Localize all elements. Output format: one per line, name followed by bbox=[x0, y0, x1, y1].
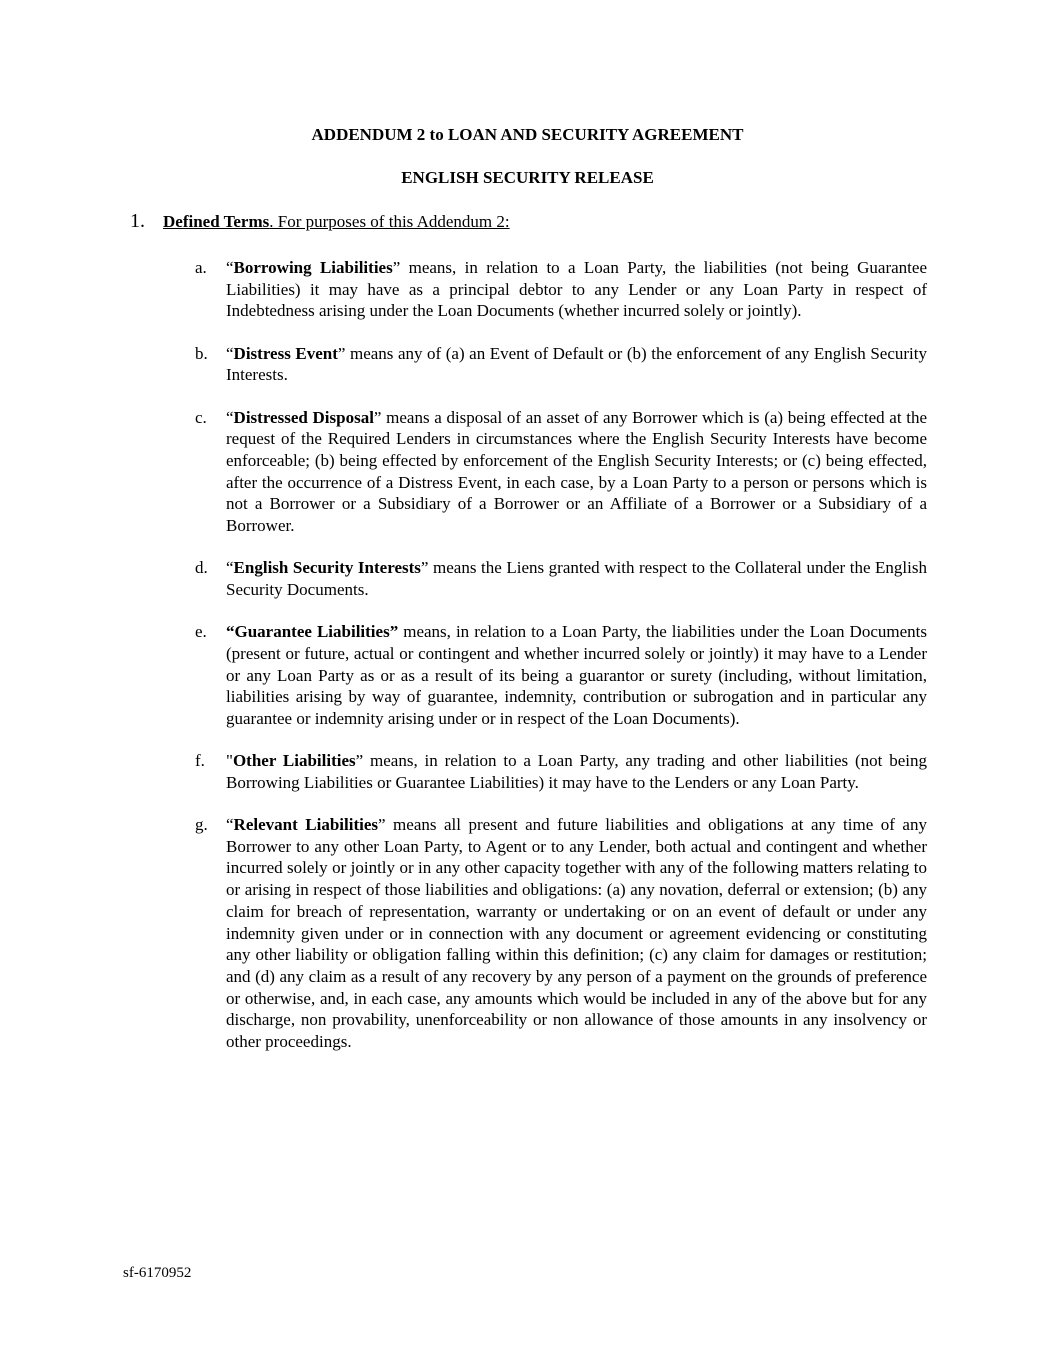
section-heading bbox=[130, 210, 510, 233]
definition-item bbox=[195, 257, 927, 322]
definition-term: “Guarantee Liabilities” bbox=[226, 622, 399, 642]
open-quote: “ bbox=[226, 258, 234, 277]
definition-text: means, in relation to a Loan Party, any trading and other liabilities (not being Borrowing Liabilities or Guarantee Liabilities) it may have to the Lenders or any Loan Party. bbox=[226, 751, 927, 792]
definition-term: Relevant Liabilities bbox=[233, 815, 378, 835]
open-quote: “ bbox=[226, 407, 234, 427]
definition-term: Borrowing Liabilities bbox=[233, 258, 393, 277]
definition-term: Distress Event bbox=[233, 343, 338, 363]
definition-item bbox=[195, 814, 927, 1053]
definition-letter: e. bbox=[195, 622, 207, 642]
close-quote: ” bbox=[355, 751, 364, 771]
definition-letter: c. bbox=[195, 407, 207, 427]
document-title: ADDENDUM 2 to LOAN AND SECURITY AGREEMENT bbox=[311, 125, 744, 144]
definition-text: means any of (a) an Event of Default or (b) the enforcement of any English Security Interests. bbox=[226, 343, 927, 385]
definition-text: means the Liens granted with respect to the Collateral under the English Security Documents. bbox=[226, 558, 927, 599]
document-subtitle: ENGLISH SECURITY RELEASE bbox=[401, 168, 654, 187]
definition-text: means, in relation to a Loan Party, the liabilities under the Loan Documents (present or future, actual or contingent and whether incurred solely or jointly) it may have to a Lender or any Loan Party as or as a result of its being a guarantor or surety (including, without limitation, liabilities arising by way of guarantee, indemnity, contribution or subrogation and in particular any guarantee or indemnity arising under or in respect of the Loan Documents). bbox=[226, 622, 927, 728]
definition-text: means, in relation to a Loan Party, the liabilities (not being Guarantee Liabilities) it may have as a principal debtor to any Lender or any Loan Party in respect of Indebtedness arising under the Loan Documents (whether incurred solely or jointly). bbox=[226, 258, 927, 321]
close-quote: ” bbox=[392, 258, 401, 277]
close-quote: ” bbox=[337, 343, 346, 363]
definition-term: Distressed Disposal bbox=[233, 407, 374, 427]
document-footer-id: sf-6170952 bbox=[123, 1265, 192, 1281]
definitions-list bbox=[195, 257, 927, 1073]
definition-item bbox=[195, 621, 927, 730]
definition-letter: f. bbox=[195, 751, 205, 771]
section-heading-term: Defined Terms bbox=[163, 212, 270, 231]
definition-text: means a disposal of an asset of any Borrower which is (a) being effected at the request of the Required Lenders in circumstances where the English Security Interests have become enforceable; (b) being effected by enforcement of the English Security Interests; or (c) being effected, after the occurrence of a Distress Event, in each case, by a Loan Party to a person or persons which is not a Borrower or a Subsidiary of a Borrower or an Affiliate of a Borrower or a Subsidiary of a Borrower. bbox=[226, 407, 927, 536]
definition-letter: g. bbox=[195, 815, 208, 835]
definition-text: means all present and future liabilities and obligations at any time of any Borrower to any other Loan Party, to Agent or to any Lender, both actual and contingent and whether incurred solely or jointly or in any other capacity together with any of the following matters relating to or arising in respect of those liabilities and obligations: (a) any novation, deferral or extension; (b) any claim for breach of representation, warranty or undertaking or on an event of default or under any indemnity given under or in connection with any document or agreement evidencing or constituting any other liability or obligation falling within this definition; (c) any claim for damages or restitution; and (d) any claim as a result of any recovery by any person of a payment on the grounds of preference or otherwise, and, in each case, any amounts which would be included in any of the above but for any discharge, non provability, unenforceability or non allowance of those amounts in any insolvency or other proceedings. bbox=[226, 815, 927, 1052]
open-quote: “ bbox=[226, 343, 234, 363]
definition-letter: d. bbox=[195, 558, 208, 578]
close-quote: ” bbox=[373, 407, 382, 427]
open-quote: " bbox=[226, 751, 233, 771]
definition-item bbox=[195, 750, 927, 793]
definition-letter: b. bbox=[195, 343, 208, 363]
open-quote: “ bbox=[226, 558, 234, 578]
section-heading-rest: . For purposes of this Addendum 2: bbox=[269, 212, 510, 231]
definition-term: Other Liabilities bbox=[232, 751, 356, 771]
definition-letter: a. bbox=[195, 258, 207, 277]
definition-item bbox=[195, 407, 927, 537]
definition-item bbox=[195, 343, 927, 386]
close-quote: ” bbox=[378, 815, 386, 835]
section-number: 1. bbox=[130, 210, 145, 232]
definition-item bbox=[195, 557, 927, 600]
definition-term: English Security Interests bbox=[233, 558, 421, 578]
open-quote: “ bbox=[226, 815, 234, 835]
close-quote: ” bbox=[420, 558, 429, 578]
